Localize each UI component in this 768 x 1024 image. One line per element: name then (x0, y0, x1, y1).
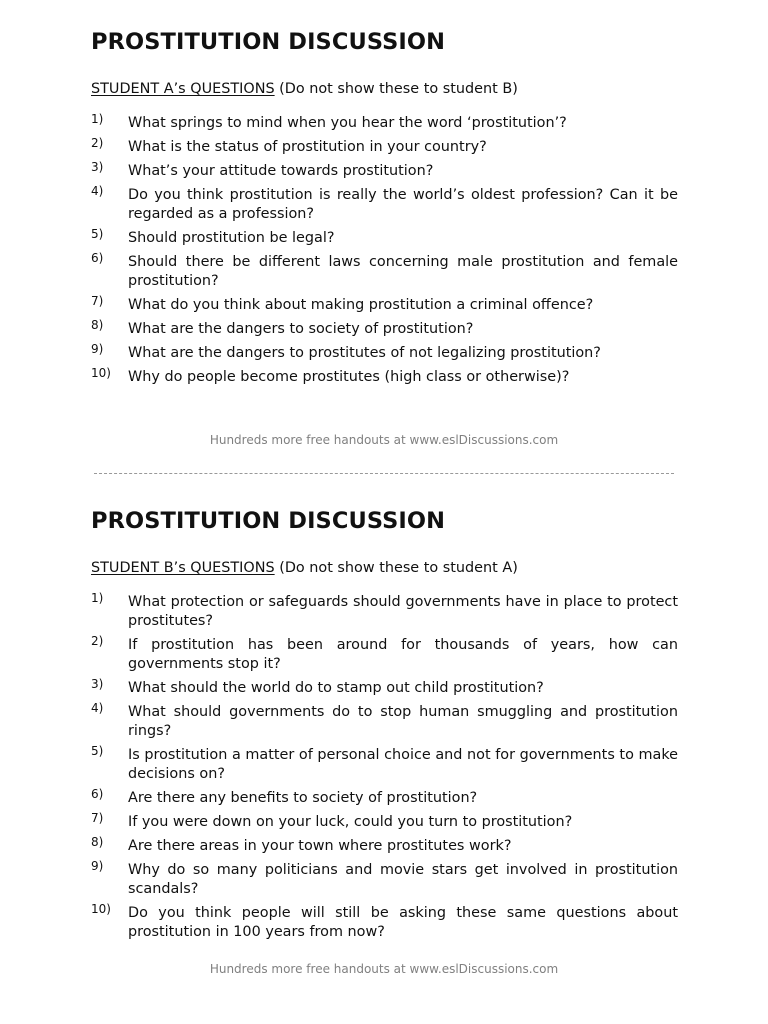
question-text: What should governments do to stop human smuggling and prostitution rings? (128, 704, 678, 739)
question-item (91, 296, 678, 315)
question-number: 2) (91, 136, 104, 150)
question-text: Why do so many politicians and movie stars get involved in prostitution scandals? (128, 862, 678, 897)
question-number: 9) (91, 859, 104, 873)
student-a-section (91, 28, 678, 392)
question-item (91, 186, 678, 224)
question-text: What springs to mind when you hear the word ‘prostitution’? (128, 115, 567, 131)
question-text: Is prostitution a matter of personal choice and not for governments to make decisions on? (128, 747, 678, 782)
question-number: 10) (91, 366, 111, 380)
question-item (91, 904, 678, 942)
student-a-instruction: (Do not show these to student B) (274, 81, 518, 97)
question-number: 9) (91, 342, 104, 356)
question-number: 2) (91, 634, 104, 648)
question-number: 3) (91, 160, 104, 174)
footer-handouts-link-b: Hundreds more free handouts at www.eslDiscussions.com (209, 962, 559, 976)
student-b-question-list (91, 593, 678, 942)
page-title-a: PROSTITUTION DISCUSSION (91, 29, 446, 55)
question-number: 7) (91, 811, 104, 825)
question-text: Why do people become prostitutes (high class or otherwise)? (128, 369, 570, 385)
question-item (91, 320, 678, 339)
question-item (91, 636, 678, 674)
question-number: 1) (91, 591, 104, 605)
question-number: 6) (91, 251, 104, 265)
question-text: Should prostitution be legal? (128, 230, 335, 246)
question-text: What are the dangers to society of prostitution? (128, 321, 474, 337)
question-item (91, 746, 678, 784)
question-text: Do you think prostitution is really the world’s oldest profession? Can it be regarded as a profession? (128, 187, 678, 222)
cut-line-divider (94, 473, 674, 474)
question-text: What protection or safeguards should governments have in place to protect prostitutes? (128, 594, 678, 629)
question-item (91, 861, 678, 899)
question-item (91, 813, 678, 832)
question-text: If you were down on your luck, could you turn to prostitution? (128, 814, 573, 830)
question-number: 10) (91, 902, 111, 916)
question-item (91, 703, 678, 741)
question-text: Do you think people will still be asking these same questions about prostitution in 100 years from now? (128, 905, 678, 940)
question-text: What’s your attitude towards prostitution? (128, 163, 434, 179)
student-b-section (91, 507, 678, 947)
question-text: Are there areas in your town where prostitutes work? (128, 838, 512, 854)
question-item (91, 114, 678, 133)
question-number: 8) (91, 318, 104, 332)
question-item (91, 253, 678, 291)
question-number: 6) (91, 787, 104, 801)
question-text: Should there be different laws concerning male prostitution and female prostitution? (128, 254, 678, 289)
question-item (91, 162, 678, 181)
question-item (91, 593, 678, 631)
question-text: What are the dangers to prostitutes of not legalizing prostitution? (128, 345, 601, 361)
question-text: What should the world do to stamp out child prostitution? (128, 680, 544, 696)
question-number: 5) (91, 744, 104, 758)
question-item (91, 789, 678, 808)
student-b-instruction: (Do not show these to student A) (274, 560, 518, 576)
question-text: If prostitution has been around for thousands of years, how can governments stop it? (128, 637, 678, 672)
question-text: What is the status of prostitution in your country? (128, 139, 487, 155)
question-item (91, 229, 678, 248)
student-b-label: STUDENT B’s QUESTIONS (91, 560, 275, 576)
footer-handouts-link-a: Hundreds more free handouts at www.eslDiscussions.com (209, 433, 559, 447)
page-title-b: PROSTITUTION DISCUSSION (91, 508, 446, 534)
question-item (91, 679, 678, 698)
question-number: 5) (91, 227, 104, 241)
student-b-subheading (91, 559, 678, 577)
question-item (91, 368, 678, 387)
question-number: 4) (91, 701, 104, 715)
student-a-label: STUDENT A’s QUESTIONS (91, 81, 275, 97)
question-text: Are there any benefits to society of prostitution? (128, 790, 478, 806)
question-number: 4) (91, 184, 104, 198)
question-number: 1) (91, 112, 104, 126)
question-text: What do you think about making prostitution a criminal offence? (128, 297, 594, 313)
student-a-question-list (91, 114, 678, 387)
question-number: 8) (91, 835, 104, 849)
question-number: 7) (91, 294, 104, 308)
question-item (91, 138, 678, 157)
question-item (91, 344, 678, 363)
student-a-subheading (91, 80, 678, 98)
question-number: 3) (91, 677, 104, 691)
question-item (91, 837, 678, 856)
